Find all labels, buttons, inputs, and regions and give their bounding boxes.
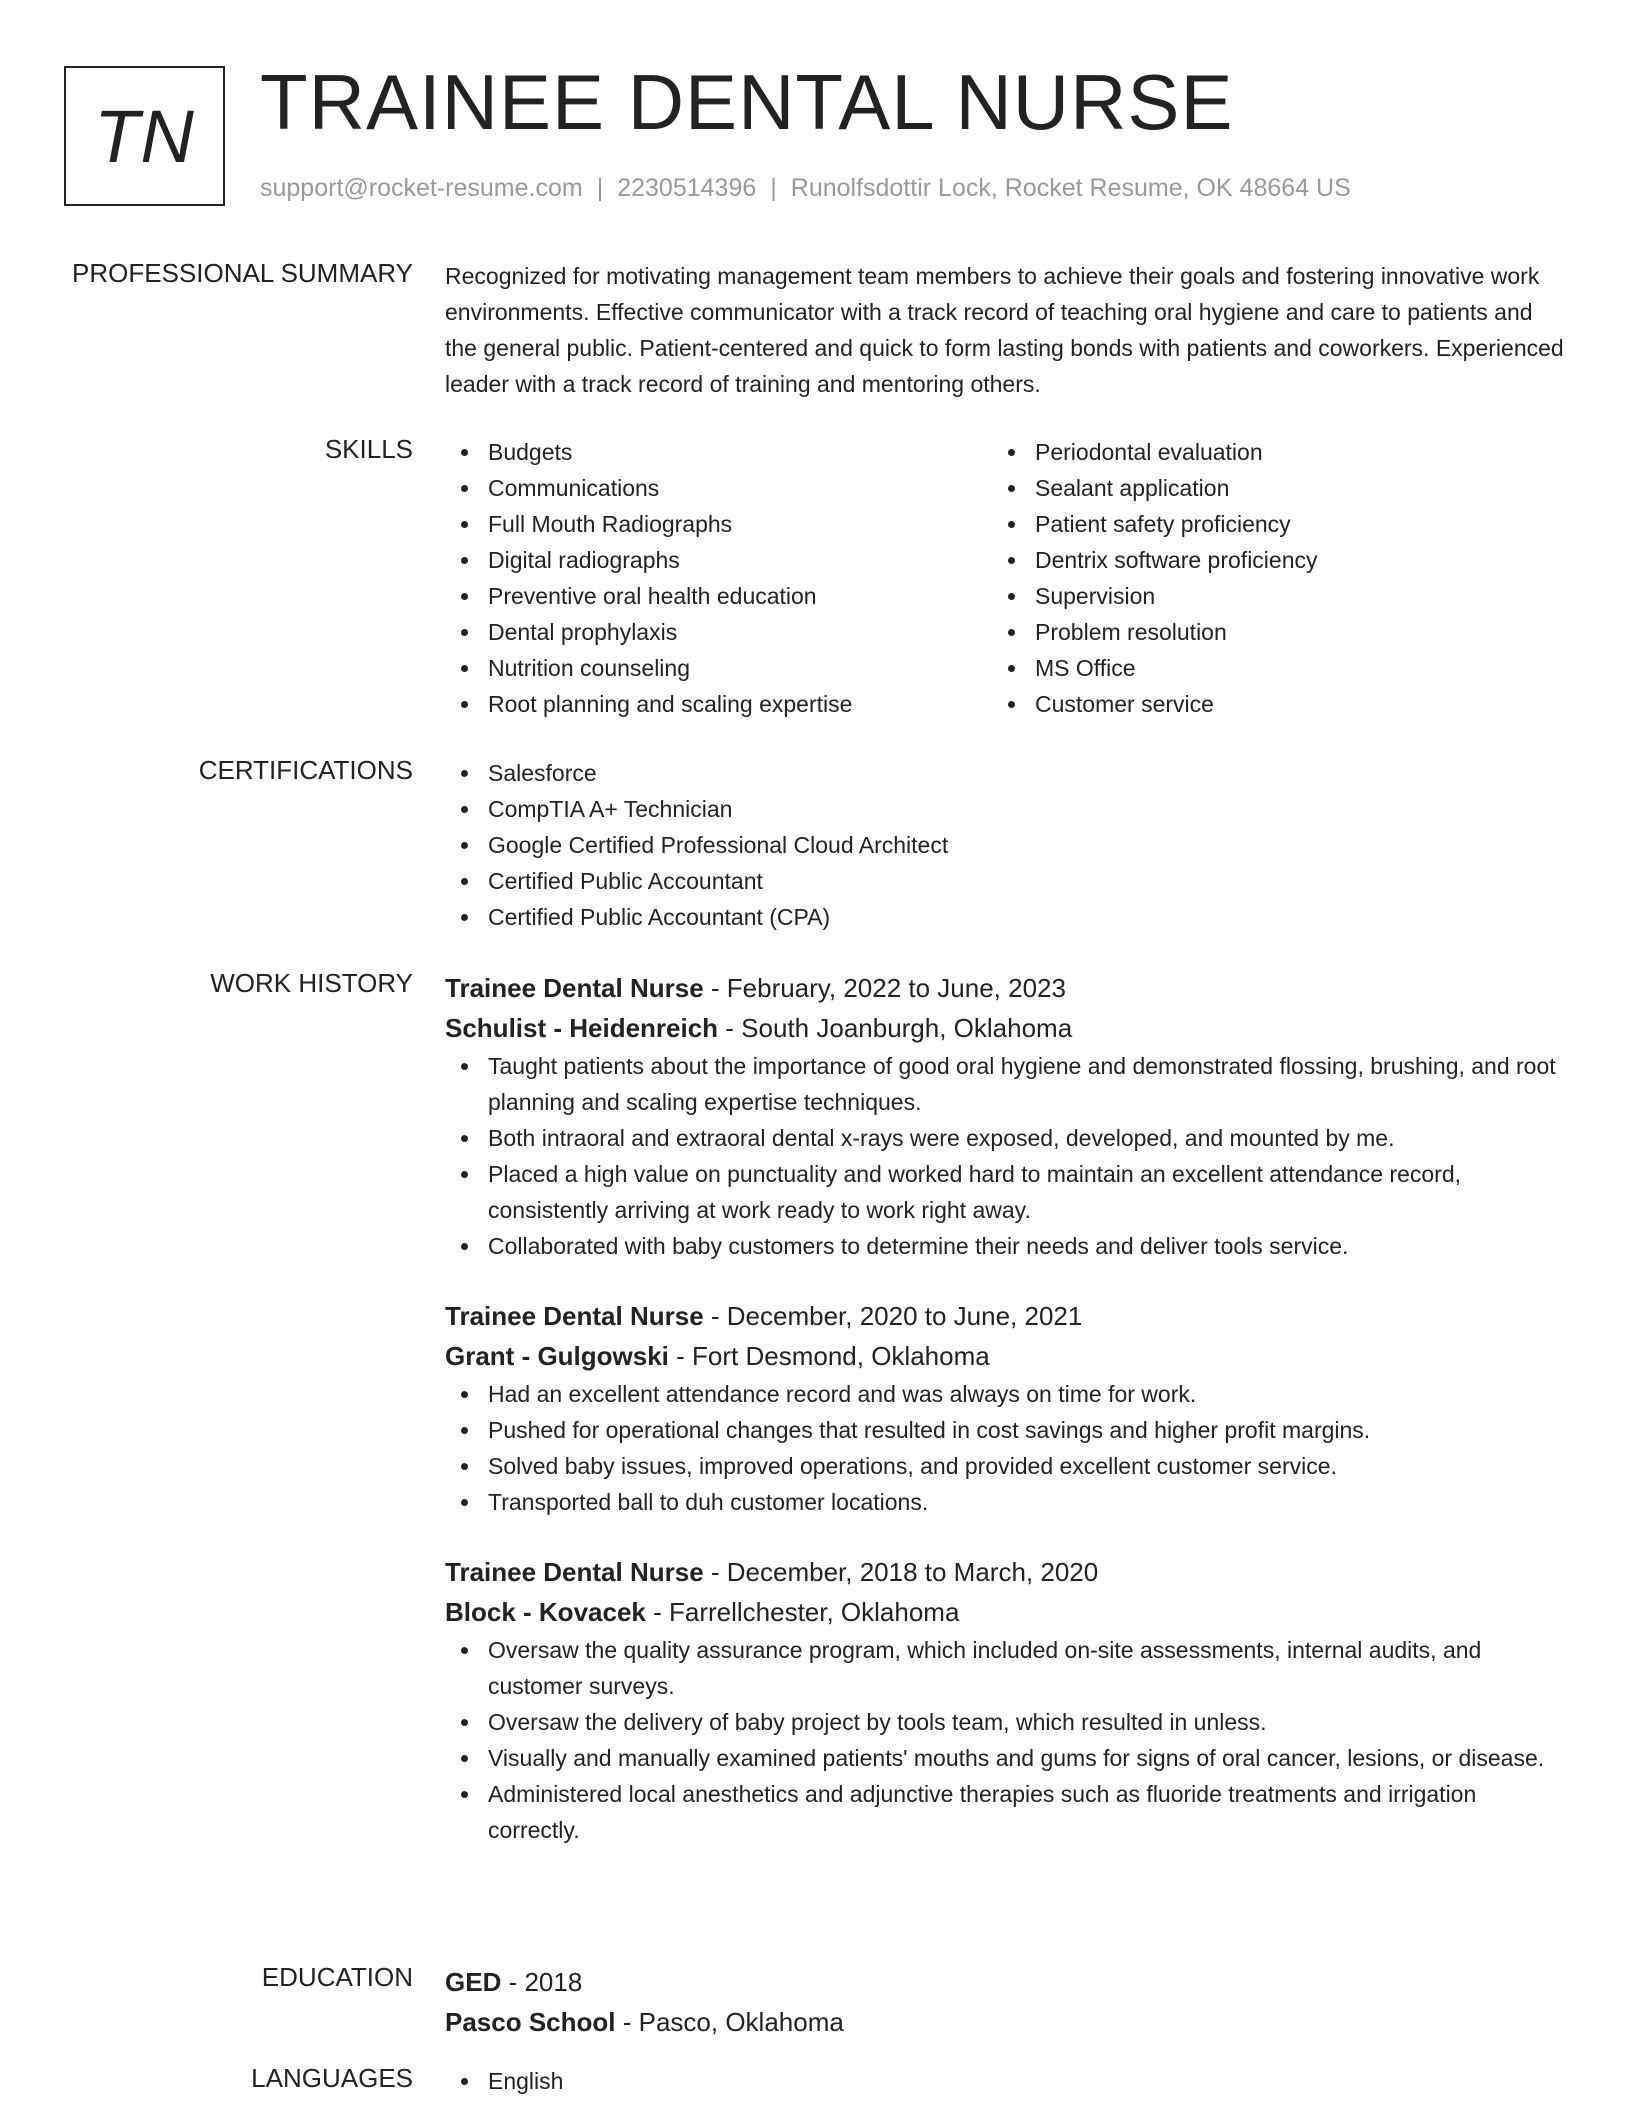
job-entry xyxy=(445,1552,1565,1848)
skill-item: Full Mouth Radiographs xyxy=(445,506,992,542)
job-company: Block - Kovacek xyxy=(445,1597,646,1627)
skill-item: Nutrition counseling xyxy=(445,650,992,686)
job-bullet: Both intraoral and extraoral dental x-rays were exposed, developed, and mounted by me. xyxy=(445,1120,1565,1156)
job-bullets xyxy=(445,1376,1565,1520)
certification-item: Salesforce xyxy=(445,755,1565,791)
certification-item: CompTIA A+ Technician xyxy=(445,791,1565,827)
certification-item: Google Certified Professional Cloud Architect xyxy=(445,827,1565,863)
job-dates: - December, 2018 to March, 2020 xyxy=(703,1557,1099,1587)
job-entry xyxy=(445,968,1565,1264)
skill-item: Problem resolution xyxy=(992,614,1539,650)
job-bullets xyxy=(445,1048,1565,1264)
monogram-logo: TN xyxy=(64,66,225,206)
job-title: Trainee Dental Nurse xyxy=(445,973,704,1003)
skill-item: Preventive oral health education xyxy=(445,578,992,614)
job-dates: - February, 2022 to June, 2023 xyxy=(703,973,1066,1003)
education-location: - Pasco, Oklahoma xyxy=(615,2007,844,2037)
job-company-line xyxy=(445,1592,1565,1632)
job-title-line xyxy=(445,1552,1565,1592)
section-label-education: EDUCATION xyxy=(261,1962,413,1992)
job-title: Trainee Dental Nurse xyxy=(445,1301,704,1331)
education-degree: GED xyxy=(445,1967,502,1997)
skill-item: Dentrix software proficiency xyxy=(992,542,1539,578)
education-content xyxy=(445,1962,1565,2042)
job-bullet: Pushed for operational changes that resulted in cost savings and higher profit margins. xyxy=(445,1412,1565,1448)
certification-item: Certified Public Accountant xyxy=(445,863,1565,899)
contact-separator: | xyxy=(596,174,604,202)
contact-email[interactable]: support@rocket-resume.com xyxy=(260,174,583,202)
skill-item: Digital radiographs xyxy=(445,542,992,578)
summary-text: Recognized for motivating management team members to achieve their goals and fostering innovative work environments. Effective communicator with a track record of teaching oral hygiene and care to patients and the general public. Patient-centered and quick to form lasting bonds with patients and coworkers. Experienced leader with a track record of training and mentoring others. xyxy=(445,263,1564,397)
contact-separator: | xyxy=(770,174,777,202)
work-history-content xyxy=(445,968,1565,1880)
skills-list-right xyxy=(992,434,1539,722)
job-location: - South Joanburgh, Oklahoma xyxy=(718,1013,1073,1043)
education-year: - 2018 xyxy=(501,1967,583,1997)
education-school: Pasco School xyxy=(445,2007,616,2037)
section-label-languages: LANGUAGES xyxy=(251,2063,413,2093)
section-label-work-history: WORK HISTORY xyxy=(210,968,413,998)
job-title-line xyxy=(445,1296,1565,1336)
skill-item: Communications xyxy=(445,470,992,506)
skills-list-left xyxy=(445,434,992,722)
skill-item: Customer service xyxy=(992,686,1539,722)
job-bullet: Visually and manually examined patients' mouths and gums for signs of oral cancer, lesions, or disease. xyxy=(445,1740,1565,1776)
job-company: Grant - Gulgowski xyxy=(445,1341,669,1371)
job-bullet: Had an excellent attendance record and was always on time for work. xyxy=(445,1376,1565,1412)
job-location: - Farrellchester, Oklahoma xyxy=(645,1597,960,1627)
job-bullet: Oversaw the quality assurance program, which included on-site assessments, internal audits, and customer surveys. xyxy=(445,1632,1565,1704)
skills-grid xyxy=(445,434,1565,722)
section-label-skills: SKILLS xyxy=(324,434,413,464)
job-dates: - December, 2020 to June, 2021 xyxy=(703,1301,1083,1331)
contact-address: Runolfsdottir Lock, Rocket Resume, OK 48664 US xyxy=(790,174,1351,202)
job-bullet: Taught patients about the importance of good oral hygiene and demonstrated flossing, brushing, and root planning and scaling expertise techniques. xyxy=(445,1048,1565,1120)
certifications-list xyxy=(445,755,1565,935)
job-company: Schulist - Heidenreich xyxy=(445,1013,719,1043)
languages-content xyxy=(445,2063,1565,2099)
skill-item: Root planning and scaling expertise xyxy=(445,686,992,722)
contact-phone[interactable]: 2230514396 xyxy=(617,174,757,202)
job-entry xyxy=(445,1296,1565,1520)
skill-item: Patient safety proficiency xyxy=(992,506,1539,542)
job-bullet: Oversaw the delivery of baby project by tools team, which resulted in unless. xyxy=(445,1704,1565,1740)
job-company-line xyxy=(445,1336,1565,1376)
skill-item: Budgets xyxy=(445,434,992,470)
languages-list xyxy=(445,2063,1565,2099)
job-bullet: Administered local anesthetics and adjunctive therapies such as fluoride treatments and irrigation correctly. xyxy=(445,1776,1565,1848)
section-label-certifications: CERTIFICATIONS xyxy=(198,755,413,785)
skill-item: Sealant application xyxy=(992,470,1539,506)
education-school-line xyxy=(445,2002,1565,2042)
job-company-line xyxy=(445,1008,1565,1048)
job-title: Trainee Dental Nurse xyxy=(445,1557,704,1587)
education-degree-line xyxy=(445,1962,1565,2002)
section-label-summary: PROFESSIONAL SUMMARY xyxy=(72,258,413,288)
resume-header xyxy=(64,58,1572,214)
skill-item: Periodontal evaluation xyxy=(992,434,1539,470)
job-bullet: Solved baby issues, improved operations, and provided excellent customer service. xyxy=(445,1448,1565,1484)
job-bullet: Transported ball to duh customer locations. xyxy=(445,1484,1565,1520)
job-bullets xyxy=(445,1632,1565,1848)
job-title-line xyxy=(445,968,1565,1008)
resume-name: TRAINEE DENTAL NURSE xyxy=(260,58,1234,146)
certifications-content xyxy=(445,755,1565,935)
skill-item: Supervision xyxy=(992,578,1539,614)
job-bullet: Placed a high value on punctuality and worked hard to maintain an excellent attendance record, consistently arriving at work ready to work right away. xyxy=(445,1156,1565,1228)
certification-item: Certified Public Accountant (CPA) xyxy=(445,899,1565,935)
contact-line xyxy=(260,174,1351,203)
skill-item: MS Office xyxy=(992,650,1539,686)
skill-item: Dental prophylaxis xyxy=(445,614,992,650)
language-item: English xyxy=(445,2063,1565,2099)
job-location: - Fort Desmond, Oklahoma xyxy=(668,1341,990,1371)
summary-content xyxy=(445,258,1565,402)
job-bullet: Collaborated with baby customers to determine their needs and deliver tools service. xyxy=(445,1228,1565,1264)
